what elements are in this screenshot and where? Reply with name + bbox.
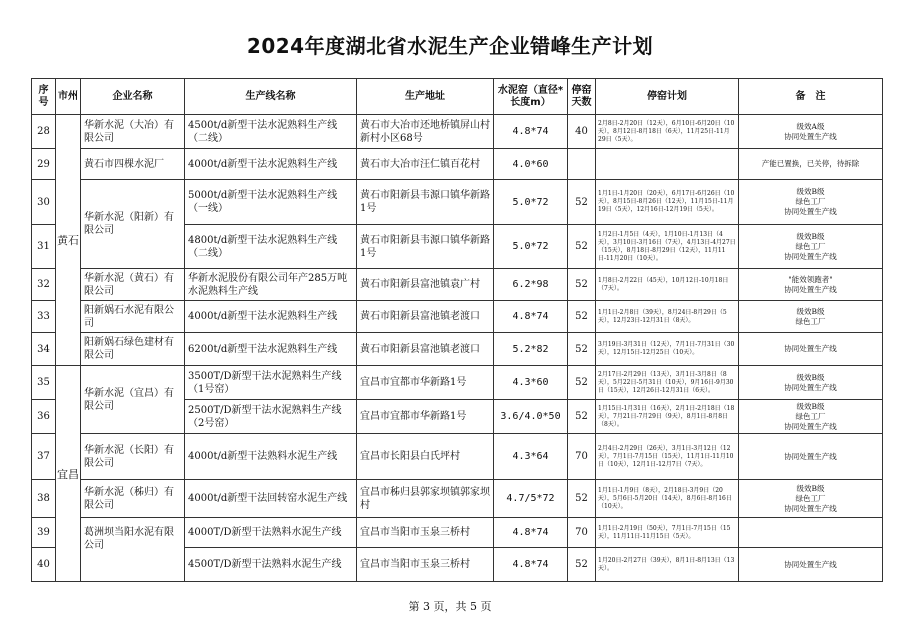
remark [739, 518, 883, 548]
stop-days: 40 [568, 115, 596, 149]
stop-days [568, 149, 596, 180]
company-name: 葛洲坝当阳水泥有限公司 [81, 518, 185, 582]
stop-days: 52 [568, 180, 596, 225]
address: 黄石市阳新县韦源口镇华新路1号 [357, 180, 494, 225]
line-name: 4000T/D新型干法熟料水泥生产线 [185, 518, 357, 548]
row-number: 39 [32, 518, 56, 548]
row-number: 30 [32, 180, 56, 225]
page-footer: 第 3 页，共 5 页 [408, 600, 492, 613]
remark: 级效B级 绿色工厂 [739, 301, 883, 333]
header-kiln: 水泥窑（直径*长度m） [494, 79, 568, 115]
city-huangshi: 黄石 [56, 115, 81, 366]
stop-days: 52 [568, 400, 596, 434]
table-row [32, 518, 883, 548]
company-name: 华新水泥（长阳）有限公司 [81, 434, 185, 480]
company-name: 阳新娲石水泥有限公司 [81, 301, 185, 333]
company-name: 华新水泥（大冶）有限公司 [81, 115, 185, 149]
stop-schedule: 1月2日-1月5日（4天），1月10日-1月13日（4天），3月10日-3月16日（7天），4月13日-4月27日（15天），8月18日-8月29日（12天），11月11日-11月20日（10天）。 [596, 225, 739, 269]
row-number: 34 [32, 333, 56, 366]
address: 宜昌市长阳县白氏坪村 [357, 434, 494, 480]
row-number: 32 [32, 269, 56, 301]
address: 黄石市大冶市还地桥镇屏山村新村小区68号 [357, 115, 494, 149]
table-header-row [32, 79, 883, 115]
line-name: 4800t/d新型干法水泥熟料生产线（二线） [185, 225, 357, 269]
company-name: 华新水泥（秭归）有限公司 [81, 480, 185, 518]
stop-days: 52 [568, 333, 596, 366]
stop-days: 70 [568, 518, 596, 548]
row-number: 35 [32, 366, 56, 400]
kiln-size: 4.3*60 [494, 366, 568, 400]
address: 宜昌市秭归县郭家坝镇郭家坝村 [357, 480, 494, 518]
kiln-size: 5.0*72 [494, 225, 568, 269]
row-number: 38 [32, 480, 56, 518]
kiln-size: 5.0*72 [494, 180, 568, 225]
stop-schedule: 2月4日-2月29日（26天），3月1日-3月12日（12天），7月1日-7月15日（15天），11月1日-11月10日（10天），12月1日-12月7日（7天）。 [596, 434, 739, 480]
address: 黄石市阳新县富池镇袁广村 [357, 269, 494, 301]
kiln-size: 4.0*60 [494, 149, 568, 180]
stop-days: 52 [568, 548, 596, 582]
kiln-size: 5.2*82 [494, 333, 568, 366]
row-number: 40 [32, 548, 56, 582]
remark: 协同处置生产线 [739, 548, 883, 582]
stop-days: 52 [568, 301, 596, 333]
kiln-size: 4.7/5*72 [494, 480, 568, 518]
remark: 级效B级 协同处置生产线 [739, 366, 883, 400]
header-note: 备 注 [739, 79, 883, 115]
page-title: 2024年度湖北省水泥生产企业错峰生产计划 [246, 34, 654, 58]
line-name: 5000t/d新型干法水泥熟料生产线（一线） [185, 180, 357, 225]
address: 宜昌市当阳市玉泉三桥村 [357, 518, 494, 548]
header-city: 市州 [56, 79, 81, 115]
line-name: 4000t/d新型干法水泥熟料生产线 [185, 149, 357, 180]
address: 黄石市阳新县富池镇老渡口 [357, 301, 494, 333]
company-name: 阳新娲石绿色建材有限公司 [81, 333, 185, 366]
table-row [32, 333, 883, 366]
remark: 协同处置生产线 [739, 434, 883, 480]
stop-schedule: 1月8日-2月22日（45天），10月12日-10月18日（7天）。 [596, 269, 739, 301]
row-number: 33 [32, 301, 56, 333]
kiln-size: 4.8*74 [494, 115, 568, 149]
address: 宜昌市宜都市华新路1号 [357, 366, 494, 400]
remark: 级效A级 协同处置生产线 [739, 115, 883, 149]
header-address: 生产地址 [357, 79, 494, 115]
table-row [32, 301, 883, 333]
address: 黄石市阳新县富池镇老渡口 [357, 333, 494, 366]
line-name: 6200t/d新型干法水泥熟料生产线 [185, 333, 357, 366]
address: 宜昌市宜都市华新路1号 [357, 400, 494, 434]
address: 黄石市阳新县韦源口镇华新路1号 [357, 225, 494, 269]
row-number: 28 [32, 115, 56, 149]
stop-schedule: 2月8日-2月20日（12天），6月10日-6月20日（10天），8月12日-8月18日（6天），11月25日-11月29日（5天）。 [596, 115, 739, 149]
table-row [32, 480, 883, 518]
kiln-size: 4.8*74 [494, 301, 568, 333]
company-name: 华新水泥（黄石）有限公司 [81, 269, 185, 301]
line-name: 4000t/d新型干法水泥熟料生产线 [185, 301, 357, 333]
table-row [32, 434, 883, 480]
kiln-size: 4.8*74 [494, 548, 568, 582]
remark: 级效B级 绿色工厂 协同处置生产线 [739, 480, 883, 518]
stop-schedule: 1月1日-2月8日（39天），8月24日-8月29日（5天），12月23日-12月31日（8天）。 [596, 301, 739, 333]
stop-schedule: 1月15日-1月31日（16天），2月1日-2月18日（18天），7月21日-7月29日（9天），8月1日-8月8日（8天）。 [596, 400, 739, 434]
stop-schedule: 1月20日-2月27日（39天），8月1日-8月13日（13天）。 [596, 548, 739, 582]
production-plan-table [31, 78, 883, 582]
kiln-size: 3.6/4.0*50 [494, 400, 568, 434]
remark: 产能已置换，已关停，待拆除 [739, 149, 883, 180]
header-days: 停窑天数 [568, 79, 596, 115]
stop-days: 52 [568, 269, 596, 301]
header-company: 企业名称 [81, 79, 185, 115]
remark: 级效B级 绿色工厂 协同处置生产线 [739, 180, 883, 225]
address: 宜昌市当阳市玉泉三桥村 [357, 548, 494, 582]
remark: "能效领跑者" 协同处置生产线 [739, 269, 883, 301]
stop-schedule: 1月1日-1月9日（8天），2月18日-3月9日（20天），5月6日-5月20日（14天），8月6日-8月16日（10天）。 [596, 480, 739, 518]
company-name: 华新水泥（阳新）有限公司 [81, 180, 185, 269]
company-name: 华新水泥（宜昌）有限公司 [81, 366, 185, 434]
table-row [32, 180, 883, 225]
stop-schedule: 1月1日-2月19日（50天），7月1日-7月15日（15天），11月11日-11月15日（5天）。 [596, 518, 739, 548]
stop-schedule: 1月1日-1月20日（20天），6月17日-6月26日（10天），8月15日-8月26日（12天），11月15日-11月19日（5天），12月16日-12月19日（5天）。 [596, 180, 739, 225]
stop-schedule [596, 149, 739, 180]
kiln-size: 4.3*64 [494, 434, 568, 480]
line-name: 4000t/d新型干法熟料水泥生产线 [185, 434, 357, 480]
stop-days: 52 [568, 480, 596, 518]
line-name: 2500T/D新型干法水泥熟料生产线（2号窑） [185, 400, 357, 434]
remark: 级效B级 绿色工厂 协同处置生产线 [739, 400, 883, 434]
header-no: 序号 [32, 79, 56, 115]
table-row [32, 149, 883, 180]
row-number: 31 [32, 225, 56, 269]
kiln-size: 4.8*74 [494, 518, 568, 548]
table-row [32, 366, 883, 400]
stop-days: 52 [568, 366, 596, 400]
line-name: 4500t/d新型干法水泥熟料生产线（二线） [185, 115, 357, 149]
row-number: 36 [32, 400, 56, 434]
stop-days: 70 [568, 434, 596, 480]
stop-days: 52 [568, 225, 596, 269]
company-name: 黄石市四棵水泥厂 [81, 149, 185, 180]
stop-schedule: 3月19日-3月31日（12天），7月1日-7月31日（30天），12月15日-12月25日（10天）。 [596, 333, 739, 366]
kiln-size: 6.2*98 [494, 269, 568, 301]
header-line: 生产线名称 [185, 79, 357, 115]
line-name: 3500T/D新型干法水泥熟料生产线（1号窑） [185, 366, 357, 400]
stop-schedule: 2月17日-2月29日（13天），3月1日-3月8日（8天），5月22日-5月31日（10天），9月16日-9月30日（15天），12月26日-12月31日（6天）。 [596, 366, 739, 400]
remark: 协同处置生产线 [739, 333, 883, 366]
table-row [32, 115, 883, 149]
line-name: 4500T/D新型干法熟料水泥生产线 [185, 548, 357, 582]
remark: 级效B级 绿色工厂 协同处置生产线 [739, 225, 883, 269]
header-plan: 停窑计划 [596, 79, 739, 115]
city-yichang: 宜昌 [56, 366, 81, 582]
line-name: 4000t/d新型干法回转窑水泥生产线 [185, 480, 357, 518]
table-row [32, 269, 883, 301]
row-number: 37 [32, 434, 56, 480]
row-number: 29 [32, 149, 56, 180]
line-name: 华新水泥股份有限公司年产285万吨水泥熟料生产线 [185, 269, 357, 301]
address: 黄石市大冶市汪仁镇百花村 [357, 149, 494, 180]
